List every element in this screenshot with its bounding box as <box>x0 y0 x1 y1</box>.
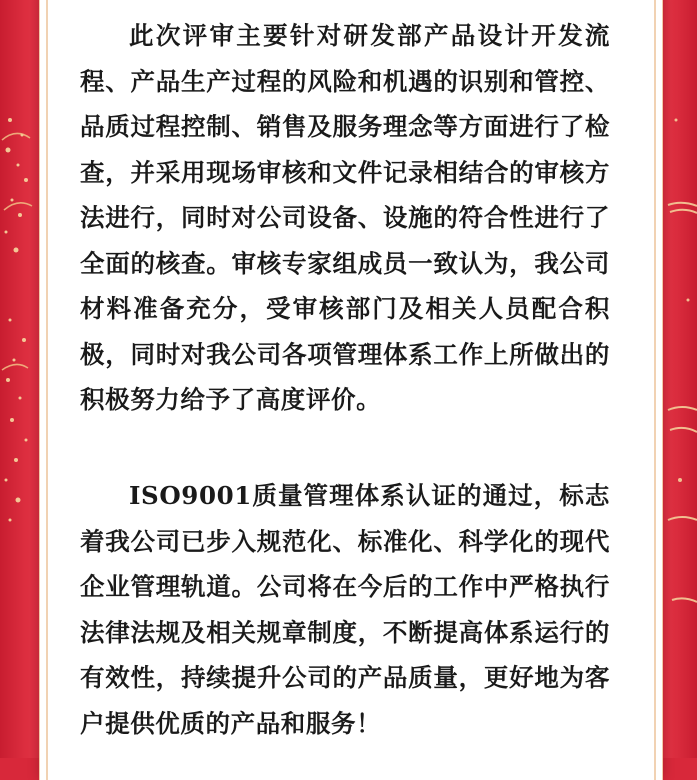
paragraph-review-summary: 此次评审主要针对研发部产品设计开发流程、产品生产过程的风险和机遇的识别和管控、品质过程控制、销售及服务理念等方面进行了检查，并采用现场审核和文件记录相结合的审核方法进行，同时对公司设备、设施的符合性进行了全面的核查。审核专家组成员一致认为，我公司材料准备充分，受审核部门及相关人员配合积极，同时对我公司各项管理体系工作上所做出的积极努力给予了高度评价。 <box>80 21 610 414</box>
paragraph-certification-conclusion: ISO9001质量管理体系认证的通过，标志着我公司已步入规范化、标准化、科学化的现代企业管理轨道。公司将在今后的工作中严格执行法律法规及相关规章制度，不断提高体系运行的有效性，持续提升公司的产品质量，更好地为客户提供优质的产品和服务！ <box>80 481 610 738</box>
